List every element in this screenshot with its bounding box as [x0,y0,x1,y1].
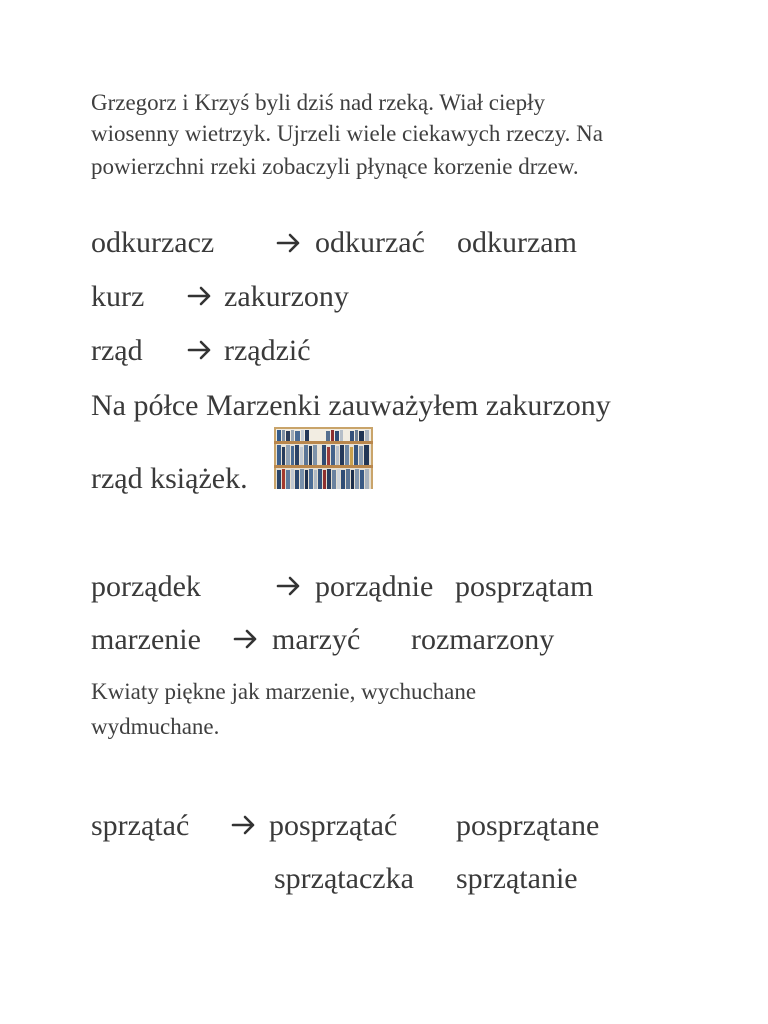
bookshelf-image [274,427,373,489]
word-odkurzac: odkurzać [315,226,425,259]
word-sprzataczka: sprzątaczka [274,862,414,895]
word-odkurzam: odkurzam [457,226,577,259]
word-sprzatanie: sprzątanie [456,862,578,895]
word-posprzatam: posprzątam [455,570,594,603]
right-arrow-icon [233,629,259,649]
right-arrow-icon [276,233,302,253]
word-marzenie: marzenie [91,623,201,656]
quote-line-2: wydmuchane. [91,714,220,739]
word-zakurzony: zakurzony [224,280,349,313]
word-marzyc: marzyć [272,623,361,656]
word-sprzatac: sprzątać [91,809,190,842]
sentence-line-2: rząd książek. [91,462,248,495]
right-arrow-icon [276,576,302,596]
word-odkurzacz: odkurzacz [91,226,215,259]
intro-paragraph-line-2: wiosenny wietrzyk. Ujrzeli wiele ciekawych rzeczy. Na [91,121,603,146]
right-arrow-icon [187,286,213,306]
quote-line-1: Kwiaty piękne jak marzenie, wychuchane [91,679,477,704]
word-kurz: kurz [91,280,145,313]
intro-paragraph-line-1: Grzegorz i Krzyś byli dziś nad rzeką. Wiał ciepły [91,90,546,115]
sentence-line-1: Na półce Marzenki zauważyłem zakurzony [91,389,611,422]
word-posprzatac: posprzątać [269,809,398,842]
word-rzadzic: rządzić [224,334,311,367]
right-arrow-icon [231,815,257,835]
word-rozmarzony: rozmarzony [411,623,555,656]
word-posprzatane: posprzątane [456,809,600,842]
word-porzadek: porządek [91,570,201,603]
word-rzad: rząd [91,334,143,367]
intro-paragraph-line-3: powierzchni rzeki zobaczyli płynące korzenie drzew. [91,154,579,179]
right-arrow-icon [187,340,213,360]
word-porzadnie: porządnie [315,570,434,603]
